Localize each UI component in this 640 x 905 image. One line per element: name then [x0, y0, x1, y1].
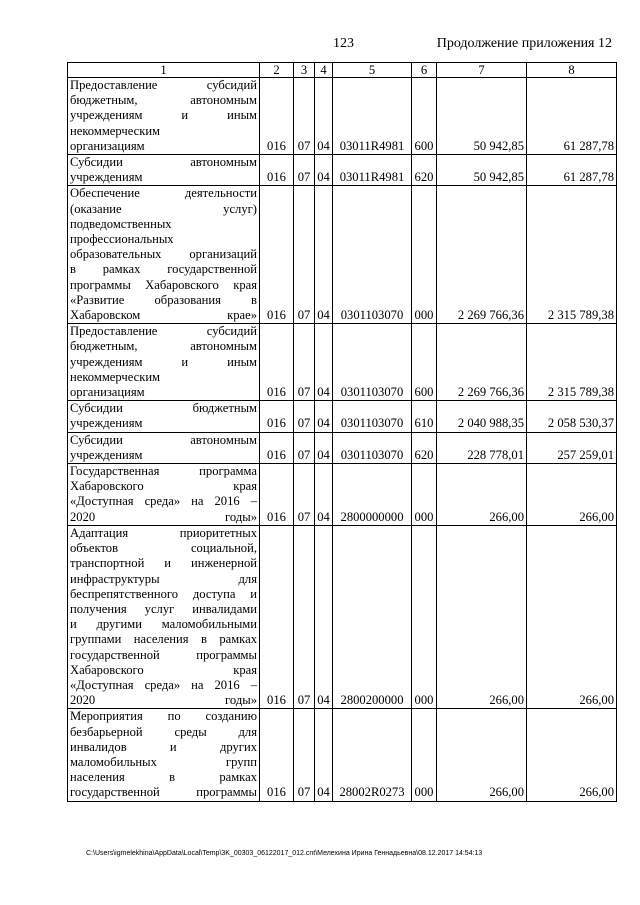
amount-col7-cell: 2 269 766,36: [437, 186, 527, 324]
target-article-cell: 0301103070: [333, 324, 412, 401]
expense-name-line: учреждениям: [70, 170, 143, 185]
expense-name-line: Мероприятия по созданию: [70, 709, 257, 724]
amount-col7-cell: 266,00: [437, 709, 527, 801]
expense-name-line: организациям: [70, 385, 145, 400]
expense-name-line: инвалидов и других: [70, 739, 257, 754]
expense-type-cell: 620: [412, 155, 437, 186]
ministry-code-cell: 016: [260, 78, 294, 155]
column-number-row: [68, 63, 617, 78]
expense-name-line: государственной программы: [70, 785, 257, 800]
column-header: 8: [527, 63, 617, 78]
expense-type-cell: 600: [412, 324, 437, 401]
section-cell: 07: [294, 324, 315, 401]
amount-col7-cell: 266,00: [437, 525, 527, 708]
amount-col8-cell: 266,00: [527, 464, 617, 526]
table-row: [68, 78, 617, 155]
expense-name-line: Субсидии автономным: [70, 155, 257, 170]
expense-type-cell: 000: [412, 709, 437, 801]
target-article-cell: 0301103070: [333, 401, 412, 432]
subsection-cell: 04: [315, 525, 333, 708]
expense-name-line: транспортной и инженерной: [70, 556, 257, 571]
expense-name-line: в рамках государственной: [70, 262, 257, 277]
expense-type-cell: 620: [412, 432, 437, 463]
expense-name-line: группами населения в рамках: [70, 632, 257, 647]
expense-name-line: Государственная программа: [70, 464, 257, 479]
ministry-code-cell: 016: [260, 186, 294, 324]
expense-name-cell: [68, 324, 260, 401]
page-number: 123: [333, 36, 354, 51]
expense-name-line: Хабаровского края: [70, 662, 257, 677]
amount-col8-cell: 2 315 789,38: [527, 324, 617, 401]
expense-name-line: подведомственных: [70, 216, 172, 231]
expense-name-cell: [68, 401, 260, 432]
expense-name-line: 2020 годы»: [70, 693, 257, 708]
amount-col7-cell: 2 040 988,35: [437, 401, 527, 432]
table-row: [68, 464, 617, 526]
ministry-code-cell: 016: [260, 432, 294, 463]
expense-name-cell: [68, 464, 260, 526]
column-header: 7: [437, 63, 527, 78]
expense-name-line: бюджетным, автономным: [70, 93, 257, 108]
subsection-cell: 04: [315, 401, 333, 432]
expense-name-line: и другими маломобильными: [70, 617, 257, 632]
target-article-cell: 03011R4981: [333, 155, 412, 186]
amount-col8-cell: 257 259,01: [527, 432, 617, 463]
expense-name-line: Адаптация приоритетных: [70, 525, 257, 540]
table-row: [68, 401, 617, 432]
expense-name-line: маломобильных групп: [70, 754, 257, 769]
footer-file-path: C:\Users\igmelekhina\AppData\Local\Temp\3K_00303_06122017_012.cnt\Мелехина Ирина Геннадьевна\08.12.2017 14:54:13: [86, 850, 483, 857]
page-caption: Продолжение приложения 12: [436, 36, 612, 51]
expense-name-line: Субсидии бюджетным: [70, 401, 257, 416]
amount-col7-cell: 50 942,85: [437, 78, 527, 155]
expense-name-line: объектов социальной,: [70, 541, 257, 556]
column-header: 4: [315, 63, 333, 78]
expense-name-cell: [68, 525, 260, 708]
column-header: 3: [294, 63, 315, 78]
section-cell: 07: [294, 186, 315, 324]
expense-type-cell: 000: [412, 186, 437, 324]
expense-name-line: получения услуг инвалидами: [70, 601, 257, 616]
ministry-code-cell: 016: [260, 155, 294, 186]
expense-name-line: (оказание услуг): [70, 201, 257, 216]
amount-col7-cell: 266,00: [437, 464, 527, 526]
expense-name-line: беспрепятственного доступа и: [70, 586, 257, 601]
column-header: 2: [260, 63, 294, 78]
subsection-cell: 04: [315, 464, 333, 526]
expense-type-cell: 600: [412, 78, 437, 155]
target-article-cell: 03011R4981: [333, 78, 412, 155]
column-header: 5: [333, 63, 412, 78]
amount-col8-cell: 266,00: [527, 709, 617, 801]
table-row: [68, 709, 617, 801]
section-cell: 07: [294, 525, 315, 708]
expense-name-cell: [68, 186, 260, 324]
expense-name-line: некоммерческим: [70, 369, 161, 384]
target-article-cell: 2800000000: [333, 464, 412, 526]
subsection-cell: 04: [315, 432, 333, 463]
expense-type-cell: 000: [412, 464, 437, 526]
expense-name-line: «Доступная среда» на 2016 –: [70, 677, 257, 692]
expense-name-line: государственной программы: [70, 647, 257, 662]
expense-name-line: населения в рамках: [70, 770, 257, 785]
section-cell: 07: [294, 464, 315, 526]
expense-name-line: профессиональных: [70, 232, 174, 247]
amount-col8-cell: 266,00: [527, 525, 617, 708]
amount-col8-cell: 61 287,78: [527, 78, 617, 155]
section-cell: 07: [294, 432, 315, 463]
table-row: [68, 525, 617, 708]
subsection-cell: 04: [315, 709, 333, 801]
subsection-cell: 04: [315, 155, 333, 186]
expense-name-line: Хабаровского края: [70, 479, 257, 494]
amount-col7-cell: 50 942,85: [437, 155, 527, 186]
expense-name-line: Субсидии автономным: [70, 432, 257, 447]
section-cell: 07: [294, 78, 315, 155]
column-header: 6: [412, 63, 437, 78]
amount-col7-cell: 2 269 766,36: [437, 324, 527, 401]
amount-col8-cell: 61 287,78: [527, 155, 617, 186]
expense-name-line: учреждениям: [70, 447, 143, 462]
subsection-cell: 04: [315, 324, 333, 401]
budget-table: [67, 62, 617, 802]
table-row: [68, 155, 617, 186]
expense-name-line: учреждениям и иным: [70, 354, 257, 369]
expense-name-line: учреждениям и иным: [70, 108, 257, 123]
expense-name-line: Обеспечение деятельности: [70, 186, 257, 201]
table-body: [68, 78, 617, 802]
ministry-code-cell: 016: [260, 324, 294, 401]
expense-name-line: безбарьерной среды для: [70, 724, 257, 739]
expense-name-cell: [68, 432, 260, 463]
expense-name-line: Предоставление субсидий: [70, 78, 257, 92]
expense-name-line: программы Хабаровского края: [70, 277, 257, 292]
subsection-cell: 04: [315, 78, 333, 155]
expense-name-cell: [68, 709, 260, 801]
expense-name-line: инфраструктуры для: [70, 571, 257, 586]
target-article-cell: 0301103070: [333, 186, 412, 324]
amount-col8-cell: 2 058 530,37: [527, 401, 617, 432]
target-article-cell: 28002R0273: [333, 709, 412, 801]
ministry-code-cell: 016: [260, 464, 294, 526]
expense-name-line: «Развитие образования в: [70, 292, 257, 307]
expense-name-line: некоммерческим: [70, 123, 161, 138]
expense-name-cell: [68, 155, 260, 186]
expense-type-cell: 000: [412, 525, 437, 708]
table-row: [68, 324, 617, 401]
ministry-code-cell: 016: [260, 525, 294, 708]
ministry-code-cell: 016: [260, 709, 294, 801]
ministry-code-cell: 016: [260, 401, 294, 432]
expense-name-line: 2020 годы»: [70, 509, 257, 524]
expense-name-line: учреждениям: [70, 416, 143, 431]
expense-name-line: образовательных организаций: [70, 247, 257, 262]
target-article-cell: 2800200000: [333, 525, 412, 708]
page-header: [0, 36, 640, 56]
expense-name-line: Предоставление субсидий: [70, 324, 257, 339]
column-header: 1: [68, 63, 260, 78]
table-row: [68, 432, 617, 463]
table-row: [68, 186, 617, 324]
target-article-cell: 0301103070: [333, 432, 412, 463]
amount-col7-cell: 228 778,01: [437, 432, 527, 463]
section-cell: 07: [294, 709, 315, 801]
expense-name-line: «Доступная среда» на 2016 –: [70, 494, 257, 509]
section-cell: 07: [294, 155, 315, 186]
expense-name-line: Хабаровском крае»: [70, 308, 257, 323]
expense-name-line: организациям: [70, 138, 145, 153]
expense-name-line: бюджетным, автономным: [70, 339, 257, 354]
subsection-cell: 04: [315, 186, 333, 324]
amount-col8-cell: 2 315 789,38: [527, 186, 617, 324]
section-cell: 07: [294, 401, 315, 432]
expense-type-cell: 610: [412, 401, 437, 432]
expense-name-cell: [68, 78, 260, 155]
